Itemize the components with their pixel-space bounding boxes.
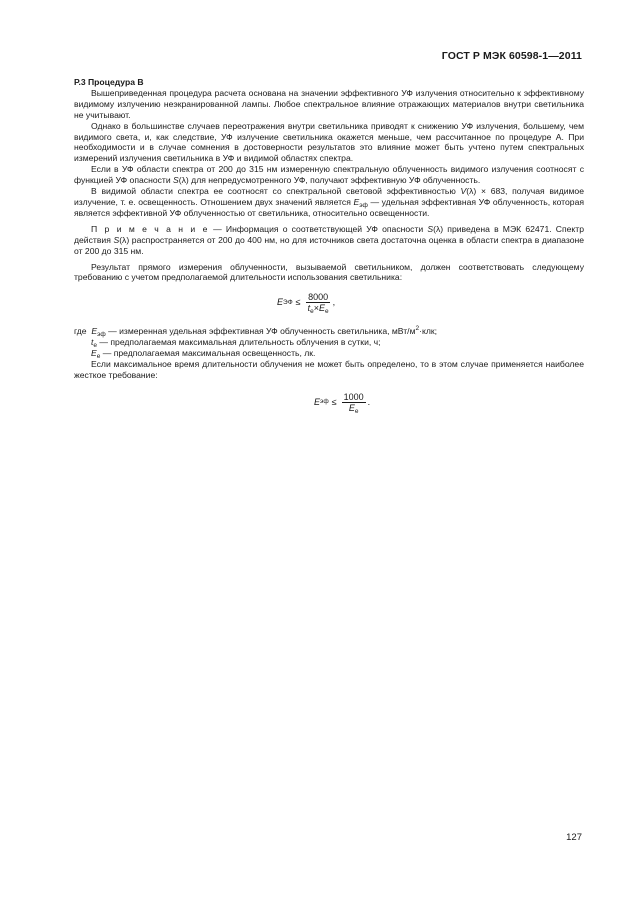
paragraph-6: Если максимальное время длительности облучения не может быть определено, то в этом случае применяется наиболее жесткое требование:: [74, 359, 584, 380]
section-title: Р.3 Процедура В: [74, 77, 144, 87]
paragraph-4: В видимой области спектра ее соотносят со спектральной световой эффективностью V(λ) × 683, получая видимое излучение, т. е. освещенность. Отношением двух значений является $E_{эф}$ — удельная эффективная УФ облученность, которая является эффективной УФ облученностью от светильника, относительно освещенности.: [74, 186, 585, 218]
page-number: 127: [566, 832, 582, 843]
paragraph-3: Если в УФ области спектра от 200 до 315 нм измеренную спектральную облученность видимого излучения соотносят с функцией УФ опасности S(λ) для непредусмотренного УФ, получают эффективную УФ облученность.: [74, 164, 584, 186]
formula-1: E ЭФ ≤ $\frac{8000}{t_e\times E_e}$ ,: [277, 292, 336, 316]
note: П р и м е ч а н и е — Информация о соответствующей УФ опасности S(λ) приведена в МЭК 62471. Спектр действия S(λ) распространяется от 200 до 400 нм, но для источников света достаточна оценка в области спектра в диапазоне от 200 до 315 нм.: [74, 223, 585, 256]
definitions: [74, 326, 584, 359]
definition-3: $E_e$ — предполагаемая максимальная освещенность, лк.: [91, 348, 316, 361]
definition-1: где $E_{эф}$ — измеренная удельная эффективная УФ облученность светильника, мВт/$м^2\cdot клк$;: [74, 325, 437, 339]
definition-2: $t_e$ — предполагаемая максимальная длительность облучения в сутки, ч;: [91, 337, 381, 350]
paragraph-5: Результат прямого измерения облученности, вызываемой светильником, должен соответствовать следующему требованию с учетом предполагаемой длительности использования светильника:: [74, 261, 584, 283]
paragraph-2: Однако в большинстве случаев переотражения внутри светильника приводят к снижению УФ излучения, большему, чем видимого света, и, как следствие, УФ излучение светильника окажется меньше, чем рассчитанное по процедуре А. При необходимости и в случае сомнения в достоверности результатов это влияние может быть учтено путем спектральных измерений излучения светильника в УФ и видимой областях спектра.: [74, 120, 584, 164]
document-header: ГОСТ Р МЭК 60598-1—2011: [441, 50, 582, 62]
note-label: П р и м е ч а н и е: [91, 223, 209, 234]
document-body: [74, 77, 584, 424]
paragraph-1: Вышеприведенная процедура расчета основана на значении эффективного УФ излучения относительно к эффективному видимому излучению неэкранированной лампы. Любое спектральное влияние отражающих материалов внутри светильника не учитывают.: [74, 87, 584, 120]
formula-2: E эф ≤ $\frac{1000}{E_e}$ .: [314, 391, 371, 415]
